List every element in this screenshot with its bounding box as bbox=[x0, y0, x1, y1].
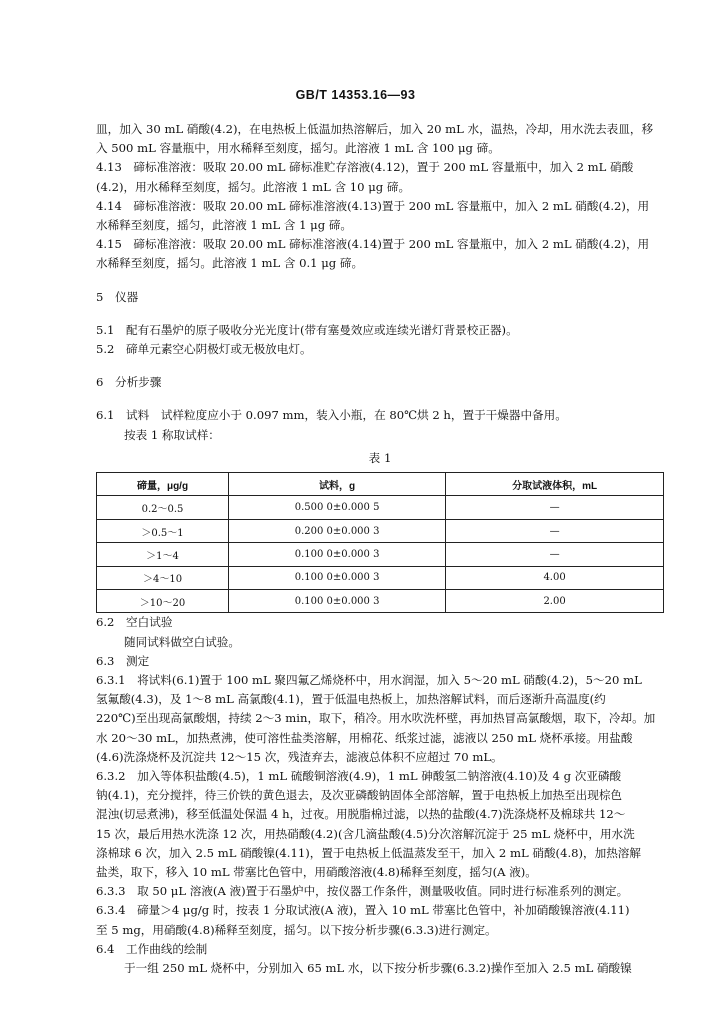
paragraph: 6.3.3 取 50 μL 溶液(A 液)置于石墨炉中，按仪器工作条件，测量吸收值。同时进行标准系列的测定。 bbox=[96, 884, 629, 899]
table-cell: 0.2～0.5 bbox=[97, 496, 229, 519]
paragraph: 水稀释至刻度，摇匀，此溶液 1 mL 含 1 μg 碲。 bbox=[96, 218, 353, 233]
data-table bbox=[96, 472, 664, 613]
table-caption: 表 1 bbox=[368, 450, 392, 465]
table-cell: ＞1～4 bbox=[97, 543, 229, 566]
paragraph: 涤棉球 6 次，加入 2.5 mL 硝酸镍(4.11)，置于电热板上低温蒸发至干，加入 2 mL 硝酸(4.8)，加热溶解 bbox=[96, 845, 641, 860]
paragraph: 于一组 250 mL 烧杯中，分别加入 65 mL 水，以下按分析步骤(6.3.2)操作至加入 2.5 mL 硝酸镍 bbox=[124, 961, 632, 976]
paragraph: 按表 1 称取试样： bbox=[124, 427, 220, 442]
table-cell: 0.100 0±0.000 3 bbox=[229, 590, 446, 613]
table-cell: 2.00 bbox=[446, 590, 664, 613]
paragraph: 混浊(切忌煮沸)，移至低温处保温 4 h，过夜。用脱脂棉过滤，以热的盐酸(4.7)洗涤烧杯及棉球共 12～ bbox=[96, 807, 626, 822]
paragraph: 随同试料做空白试验。 bbox=[124, 634, 240, 649]
table-cell: 0.200 0±0.000 3 bbox=[229, 519, 446, 542]
page-header: GB/T 14353.16—93 bbox=[295, 88, 416, 102]
paragraph: 5.1 配有石墨炉的原子吸收分光光度计(带有塞曼效应或连续光谱灯背景校正器)。 bbox=[96, 322, 518, 337]
paragraph: 入 500 mL 容量瓶中，用水稀释至刻度，摇匀。此溶液 1 mL 含 100 μg 碲。 bbox=[96, 141, 500, 156]
paragraph: 4.14 碲标准溶液：吸取 20.00 mL 碲标准溶液(4.13)置于 200 mL 容量瓶中，加入 2 mL 硝酸(4.2)，用 bbox=[96, 198, 650, 213]
table-header-cell: 试料，g bbox=[229, 473, 446, 496]
paragraph: 氢氟酸(4.3)，及 1～8 mL 高氯酸(4.1)，置于低温电热板上，加热溶解试料，而后逐渐升高温度(约 bbox=[96, 692, 606, 707]
paragraph: 6.3.4 碲量＞4 μg/g 时，按表 1 分取试液(A 液)，置入 10 mL 带塞比色管中，补加硝酸镍溶液(4.11) bbox=[96, 903, 630, 918]
table-cell: 0.500 0±0.000 5 bbox=[229, 496, 446, 519]
paragraph: 盐类，取下，移入 10 mL 带塞比色管中，用硝酸溶液(4.8)稀释至刻度，摇匀(A 液)。 bbox=[96, 865, 537, 880]
paragraph: 水 20～30 mL，加热煮沸，使可溶性盐类溶解，用棉花、纸浆过滤，滤液以 250 mL 烧杯承接。用盐酸 bbox=[96, 730, 633, 745]
table-cell: — bbox=[446, 543, 664, 566]
table-cell: — bbox=[446, 496, 664, 519]
table-row bbox=[97, 543, 664, 566]
paragraph: 至 5 mg，用硝酸(4.8)稀释至刻度，摇匀。以下按分析步骤(6.3.3)进行测定。 bbox=[96, 922, 497, 937]
table-row bbox=[97, 566, 664, 589]
paragraph: 6.4 工作曲线的绘制 bbox=[96, 941, 208, 956]
paragraph: 水稀释至刻度，摇匀。此溶液 1 mL 含 0.1 μg 碲。 bbox=[96, 256, 364, 271]
table-cell: — bbox=[446, 519, 664, 542]
section-heading: 6 分析步骤 bbox=[96, 375, 162, 390]
table-header-cell: 分取试液体积，mL bbox=[446, 473, 664, 496]
section-heading: 5 仪器 bbox=[96, 289, 139, 304]
table-cell: 4.00 bbox=[446, 566, 664, 589]
table-row bbox=[97, 496, 664, 519]
paragraph: 6.2 空白试验 bbox=[96, 615, 173, 630]
paragraph: (4.2)，用水稀释至刻度，摇匀。此溶液 1 mL 含 10 μg 碲。 bbox=[96, 179, 411, 194]
paragraph: 6.3.1 将试料(6.1)置于 100 mL 聚四氟乙烯烧杯中，用水润湿，加入 5～20 mL 硝酸(4.2)，5～20 mL bbox=[96, 673, 642, 687]
table-header-row bbox=[97, 473, 664, 496]
paragraph: 6.3 测定 bbox=[96, 653, 150, 668]
table-row bbox=[97, 519, 664, 542]
table-cell: 0.100 0±0.000 3 bbox=[229, 543, 446, 566]
paragraph: (4.6)洗涤烧杯及沉淀共 12～15 次，残渣弃去，滤液总体积不应超过 70 mL。 bbox=[96, 749, 503, 764]
page-content bbox=[96, 120, 664, 978]
paragraph: 6.1 试料 试样粒度应小于 0.097 mm，装入小瓶，在 80℃烘 2 h，置于干燥器中备用。 bbox=[96, 408, 567, 423]
table-cell: ＞4～10 bbox=[97, 566, 229, 589]
paragraph: 15 次，最后用热水洗涤 12 次，用热硝酸(4.2)(含几滴盐酸(4.5)分次溶解沉淀于 25 mL 烧杯中，用水洗 bbox=[96, 826, 635, 841]
table-cell: 0.100 0±0.000 3 bbox=[229, 566, 446, 589]
paragraph: 皿，加入 30 mL 硝酸(4.2)，在电热板上低温加热溶解后，加入 20 mL 水，温热，冷却，用水洗去表皿，移 bbox=[96, 122, 654, 136]
table-cell: ＞0.5～1 bbox=[97, 519, 229, 542]
table-header-cell: 碲量，μg/g bbox=[97, 473, 229, 496]
paragraph: 5.2 碲单元素空心阴极灯或无极放电灯。 bbox=[96, 342, 312, 357]
paragraph: 4.13 碲标准溶液：吸取 20.00 mL 碲标准贮存溶液(4.12)，置于 200 mL 容量瓶中，加入 2 mL 硝酸 bbox=[96, 160, 634, 175]
table-row bbox=[97, 590, 664, 613]
table-cell: ＞10～20 bbox=[97, 590, 229, 613]
paragraph: 220℃)至出现高氯酸烟，持续 2～3 min，取下，稍冷。用水吹洗杯壁，再加热冒高氯酸烟，取下，冷却。加 bbox=[96, 711, 656, 726]
paragraph: 钠(4.1)，充分搅拌，待三价铁的黄色退去，及次亚磷酸钠固体全部溶解，置于电热板上加热至出现棕色 bbox=[96, 788, 623, 803]
paragraph: 4.15 碲标准溶液：吸取 20.00 mL 碲标准溶液(4.14)置于 200 mL 容量瓶中，加入 2 mL 硝酸(4.2)，用 bbox=[96, 237, 650, 252]
paragraph: 6.3.2 加入等体积盐酸(4.5)，1 mL 硫酸铜溶液(4.9)，1 mL 砷酸氢二钠溶液(4.10)及 4 g 次亚磷酸 bbox=[96, 769, 622, 784]
